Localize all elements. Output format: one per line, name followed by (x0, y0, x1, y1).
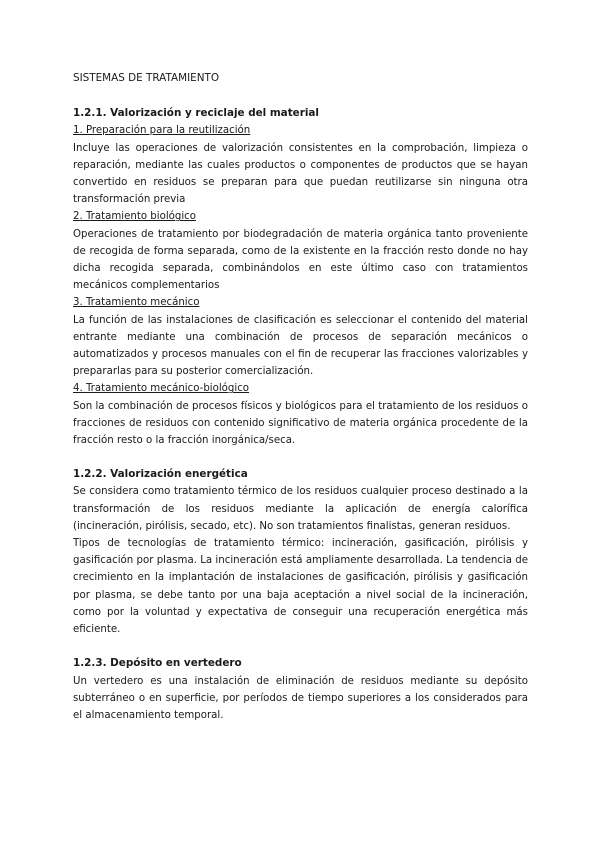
document-title: SISTEMAS DE TRATAMIENTO (73, 72, 219, 84)
section-heading: 1.2.2. Valorización energética (73, 468, 248, 481)
subsection-title-reutilizacion: 1. Preparación para la reutilización (73, 125, 251, 137)
section-deposito-vertedero (73, 655, 528, 724)
paragraph: Se considera como tratamiento térmico de los residuos cualquier proceso destinado a la transformación de los residuos mediante la aplicación de energía calorífica (incineración, pirólisis, secado, etc). No son tratamientos finalistas, generan residuos. (73, 486, 528, 532)
paragraph: Tipos de tecnologías de tratamiento térmico: incineración, gasificación, pirólisis y gasificación por plasma. La incineración está ampliamente desarrollada. La tendencia de crecimiento en la implantación de instalaciones de gasificación, pirólisis y gasificación por plasma, se debe tanto por una baja aceptación a nivel social de la incineración, como por la voluntad y expectativa de conseguir una recuperación energética más eficiente. (73, 538, 528, 636)
subsection-title-biologico: 2. Tratamiento biológico (73, 211, 197, 223)
paragraph: Un vertedero es una instalación de eliminación de residuos mediante su depósito subterráneo o en superficie, por períodos de tiempo superiores a los considerados para el almacenamiento temporal. (73, 675, 528, 721)
section-heading: 1.2.1. Valorización y reciclaje del material (73, 107, 319, 120)
subsection-text-mecanico: La función de las instalaciones de clasificación es seleccionar el contenido del material entrante mediante una combinación de procesos de separación mecánicos o automatizados y procesos manuales con el fin de recuperar las fracciones valorizables y prepararlas para su posterior comercialización. (73, 314, 528, 378)
subsection-text-reutilizacion: Incluye las operaciones de valorización consistentes en la comprobación, limpieza o reparación, mediante las cuales productos o componentes de productos que se hayan convertido en residuos se preparan para que puedan reutilizarse sin ninguna otra transformación previa (73, 142, 528, 206)
section-heading: 1.2.3. Depósito en vertedero (73, 657, 242, 670)
subsection-text-biologico: Operaciones de tratamiento por biodegradación de materia orgánica tanto proveniente de recogida de forma separada, como de la existente en la fracción resto donde no hay dicha recogida separada, combinándolos en este último caso con tratamientos mecánicos complementarios (73, 228, 528, 292)
subsection-text-mecanico-biologico: Son la combinación de procesos físicos y biológicos para el tratamiento de los residuos o fracciones de residuos con contenido significativo de materia orgánica procedente de la fracción resto o la fracción inorgánica/seca. (73, 400, 528, 447)
subsection-title-mecanico-biologico: 4. Tratamiento mecánico-biológico (73, 383, 250, 395)
section-valorizacion-energetica (73, 466, 528, 638)
subsection-title-mecanico: 3. Tratamiento mecánico (73, 297, 200, 309)
section-valorizacion-reciclaje (73, 105, 528, 449)
document-page (73, 70, 528, 741)
